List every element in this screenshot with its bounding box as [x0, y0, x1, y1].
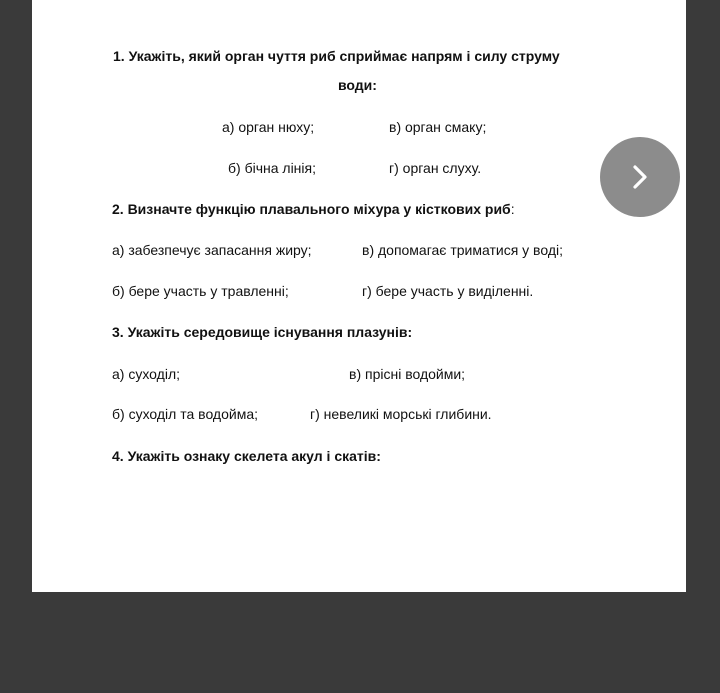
- next-page-button[interactable]: [600, 137, 680, 217]
- question-2-title: 2. Визначте функцію плавального міхура у кісткових риб: [112, 201, 511, 217]
- q3-option-a: а) суходіл;: [112, 366, 180, 382]
- q1-option-b: б) бічна лінія;: [228, 160, 316, 176]
- question-3-title: 3. Укажіть середовище існування плазунів:: [112, 324, 413, 340]
- question-1-title-cont: води:: [338, 77, 377, 93]
- q2-option-g: г) бере участь у виділенні.: [362, 283, 534, 299]
- q2-option-v: в) допомагає триматися у воді;: [362, 242, 563, 258]
- chevron-right-icon: [630, 163, 650, 191]
- q3-option-b: б) суходіл та водойма;: [112, 406, 258, 422]
- question-2-colon: :: [510, 201, 515, 217]
- document-page: [32, 0, 686, 592]
- question-2-title-wrap: [112, 200, 515, 218]
- question-1-title: 1. Укажіть, який орган чуття риб сприймає напрям і силу струму: [113, 48, 560, 64]
- q1-option-a: а) орган нюху;: [222, 119, 315, 135]
- question-4-title: 4. Укажіть ознаку скелета акул і скатів:: [112, 448, 381, 464]
- q3-option-v: в) прісні водойми;: [349, 366, 466, 382]
- q1-option-g: г) орган слуху.: [389, 160, 482, 176]
- q3-option-g: г) невеликі морські глибини.: [310, 406, 492, 422]
- q2-option-b: б) бере участь у травленні;: [112, 283, 289, 299]
- q2-option-a: а) забезпечує запасання жиру;: [112, 242, 312, 258]
- q1-option-v: в) орган смаку;: [389, 119, 487, 135]
